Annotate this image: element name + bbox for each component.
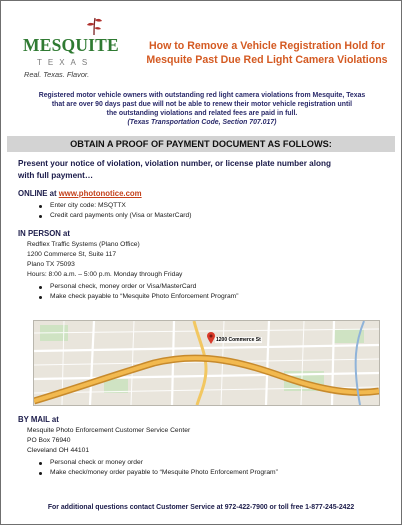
list-item: Enter city code: MSQTTX [39,201,191,211]
online-label: ONLINE at [18,189,57,198]
by-mail-heading: BY MAIL at [18,415,59,424]
in-person-list [39,282,238,302]
present-line-1: Present your notice of violation, violation number, or license plate number along [18,159,331,168]
address-line: Redflex Traffic Systems (Plano Office) [27,241,140,248]
intro-reference: (Texas Transportation Code, Section 707.017) [127,119,277,126]
section-banner: OBTAIN A PROOF OF PAYMENT DOCUMENT AS FOLLOWS: [7,136,395,152]
map-pin-icon [207,332,215,344]
photonotice-link[interactable]: www.photonotice.com [58,189,142,198]
location-map[interactable] [33,320,380,406]
logo-wordmark: MESQUITE [23,35,119,55]
office-hours: Hours: 8:00 a.m. – 5:00 p.m. Monday through Friday [27,271,183,278]
online-list [39,201,191,221]
list-item: Make check payable to “Mesquite Photo Enforcement Program” [39,292,238,302]
address-line: PO Box 76940 [27,437,71,444]
list-item: Personal check or money order [39,458,278,468]
present-line-2: with full payment… [18,170,94,180]
intro-line-3: the outstanding violations and related fees are paid in full. [106,110,298,117]
mesquite-logo [23,13,143,83]
logo-tagline: Real. Texas. Flavor. [24,70,90,79]
map-marker-label: 1200 Commerce St [216,337,261,343]
list-item: Credit card payments only (Visa or MasterCard) [39,211,191,221]
by-mail-list [39,458,278,478]
address-line: Plano TX 75093 [27,261,75,268]
title-line-2: Mesquite Past Due Red Light Camera Violations [146,54,388,66]
contact-footer: For additional questions contact Customer Service at 972-422-7900 or toll free 1-877-245-2422 [47,504,355,511]
online-heading [18,189,142,198]
in-person-heading: IN PERSON at [18,229,70,238]
page-title [143,39,391,67]
address-line: 1200 Commerce St, Suite 117 [27,251,117,258]
list-item: Personal check, money order or Visa/MasterCard [39,282,238,292]
logo-subtitle: TEXAS [37,58,94,67]
in-person-address [27,240,182,280]
intro-line-1: Registered motor vehicle owners with outstanding red light camera violations from Mesquite, Texas [38,92,366,99]
list-item: Make check/money order payable to “Mesquite Photo Enforcement Program” [39,468,278,478]
mesquite-leaf-icon [85,16,103,36]
address-line: Cleveland OH 44101 [27,447,90,454]
by-mail-address [27,426,190,456]
present-instructions [18,158,390,181]
title-line-1: How to Remove a Vehicle Registration Hold for [148,40,386,52]
intro-line-2: that are over 90 days past due will not be able to renew their motor vehicle registration until [51,101,353,108]
intro-paragraph [9,91,395,127]
address-line: Mesquite Photo Enforcement Customer Service Center [27,427,191,434]
